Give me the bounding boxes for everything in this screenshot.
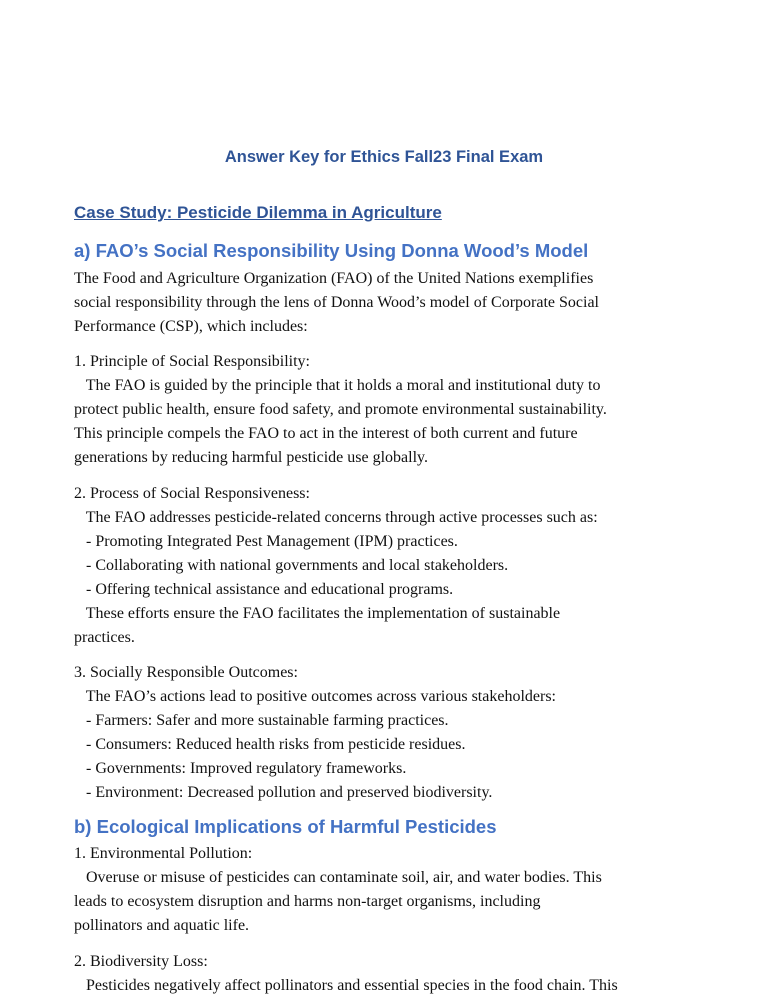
item-heading: 1. Principle of Social Responsibility: xyxy=(74,353,310,370)
paragraph-line: Performance (CSP), which includes: xyxy=(74,318,308,335)
section-b-heading: b) Ecological Implications of Harmful Pesticides xyxy=(74,816,497,837)
paragraph-line: - Collaborating with national governments and local stakeholders. xyxy=(74,557,509,574)
paragraph-line: The FAO addresses pesticide-related concerns through active processes such as: xyxy=(74,509,598,526)
paragraph-line: Overuse or misuse of pesticides can contaminate soil, air, and water bodies. This xyxy=(74,869,602,886)
paragraph-line: pollinators and aquatic life. xyxy=(74,917,250,934)
case-study-heading: Case Study: Pesticide Dilemma in Agriculture xyxy=(74,203,442,222)
paragraph-line: - Environment: Decreased pollution and preserved biodiversity. xyxy=(74,784,493,801)
item-heading: 3. Socially Responsible Outcomes: xyxy=(74,664,298,681)
item-heading: 2. Process of Social Responsiveness: xyxy=(74,485,310,502)
paragraph-line: - Farmers: Safer and more sustainable farming practices. xyxy=(74,712,449,729)
paragraph-line: practices. xyxy=(74,629,135,646)
section-a-heading: a) FAO’s Social Responsibility Using Donna Wood’s Model xyxy=(74,240,589,261)
paragraph-line: - Governments: Improved regulatory frameworks. xyxy=(74,760,407,777)
paragraph-line: - Offering technical assistance and educational programs. xyxy=(74,581,454,598)
paragraph-line: The Food and Agriculture Organization (FAO) of the United Nations exemplifies xyxy=(74,270,594,287)
paragraph-line: These efforts ensure the FAO facilitates the implementation of sustainable xyxy=(74,605,561,622)
paragraph-line: social responsibility through the lens of Donna Wood’s model of Corporate Social xyxy=(74,294,599,311)
paragraph-line: protect public health, ensure food safety, and promote environmental sustainability. xyxy=(74,401,607,418)
paragraph-line: The FAO is guided by the principle that it holds a moral and institutional duty to xyxy=(74,377,601,394)
paragraph-line: Pesticides negatively affect pollinators and essential species in the food chain. This xyxy=(74,977,618,994)
paragraph-line: - Consumers: Reduced health risks from pesticide residues. xyxy=(74,736,466,753)
paragraph-line: - Promoting Integrated Pest Management (IPM) practices. xyxy=(74,533,458,550)
document-title: Answer Key for Ethics Fall23 Final Exam xyxy=(224,148,544,166)
item-heading: 1. Environmental Pollution: xyxy=(74,845,253,862)
item-heading: 2. Biodiversity Loss: xyxy=(74,953,208,970)
paragraph-line: This principle compels the FAO to act in the interest of both current and future xyxy=(74,425,578,442)
paragraph-line: generations by reducing harmful pesticide use globally. xyxy=(74,449,428,466)
paragraph-line: leads to ecosystem disruption and harms non-target organisms, including xyxy=(74,893,541,910)
paragraph-line: The FAO’s actions lead to positive outcomes across various stakeholders: xyxy=(74,688,556,705)
